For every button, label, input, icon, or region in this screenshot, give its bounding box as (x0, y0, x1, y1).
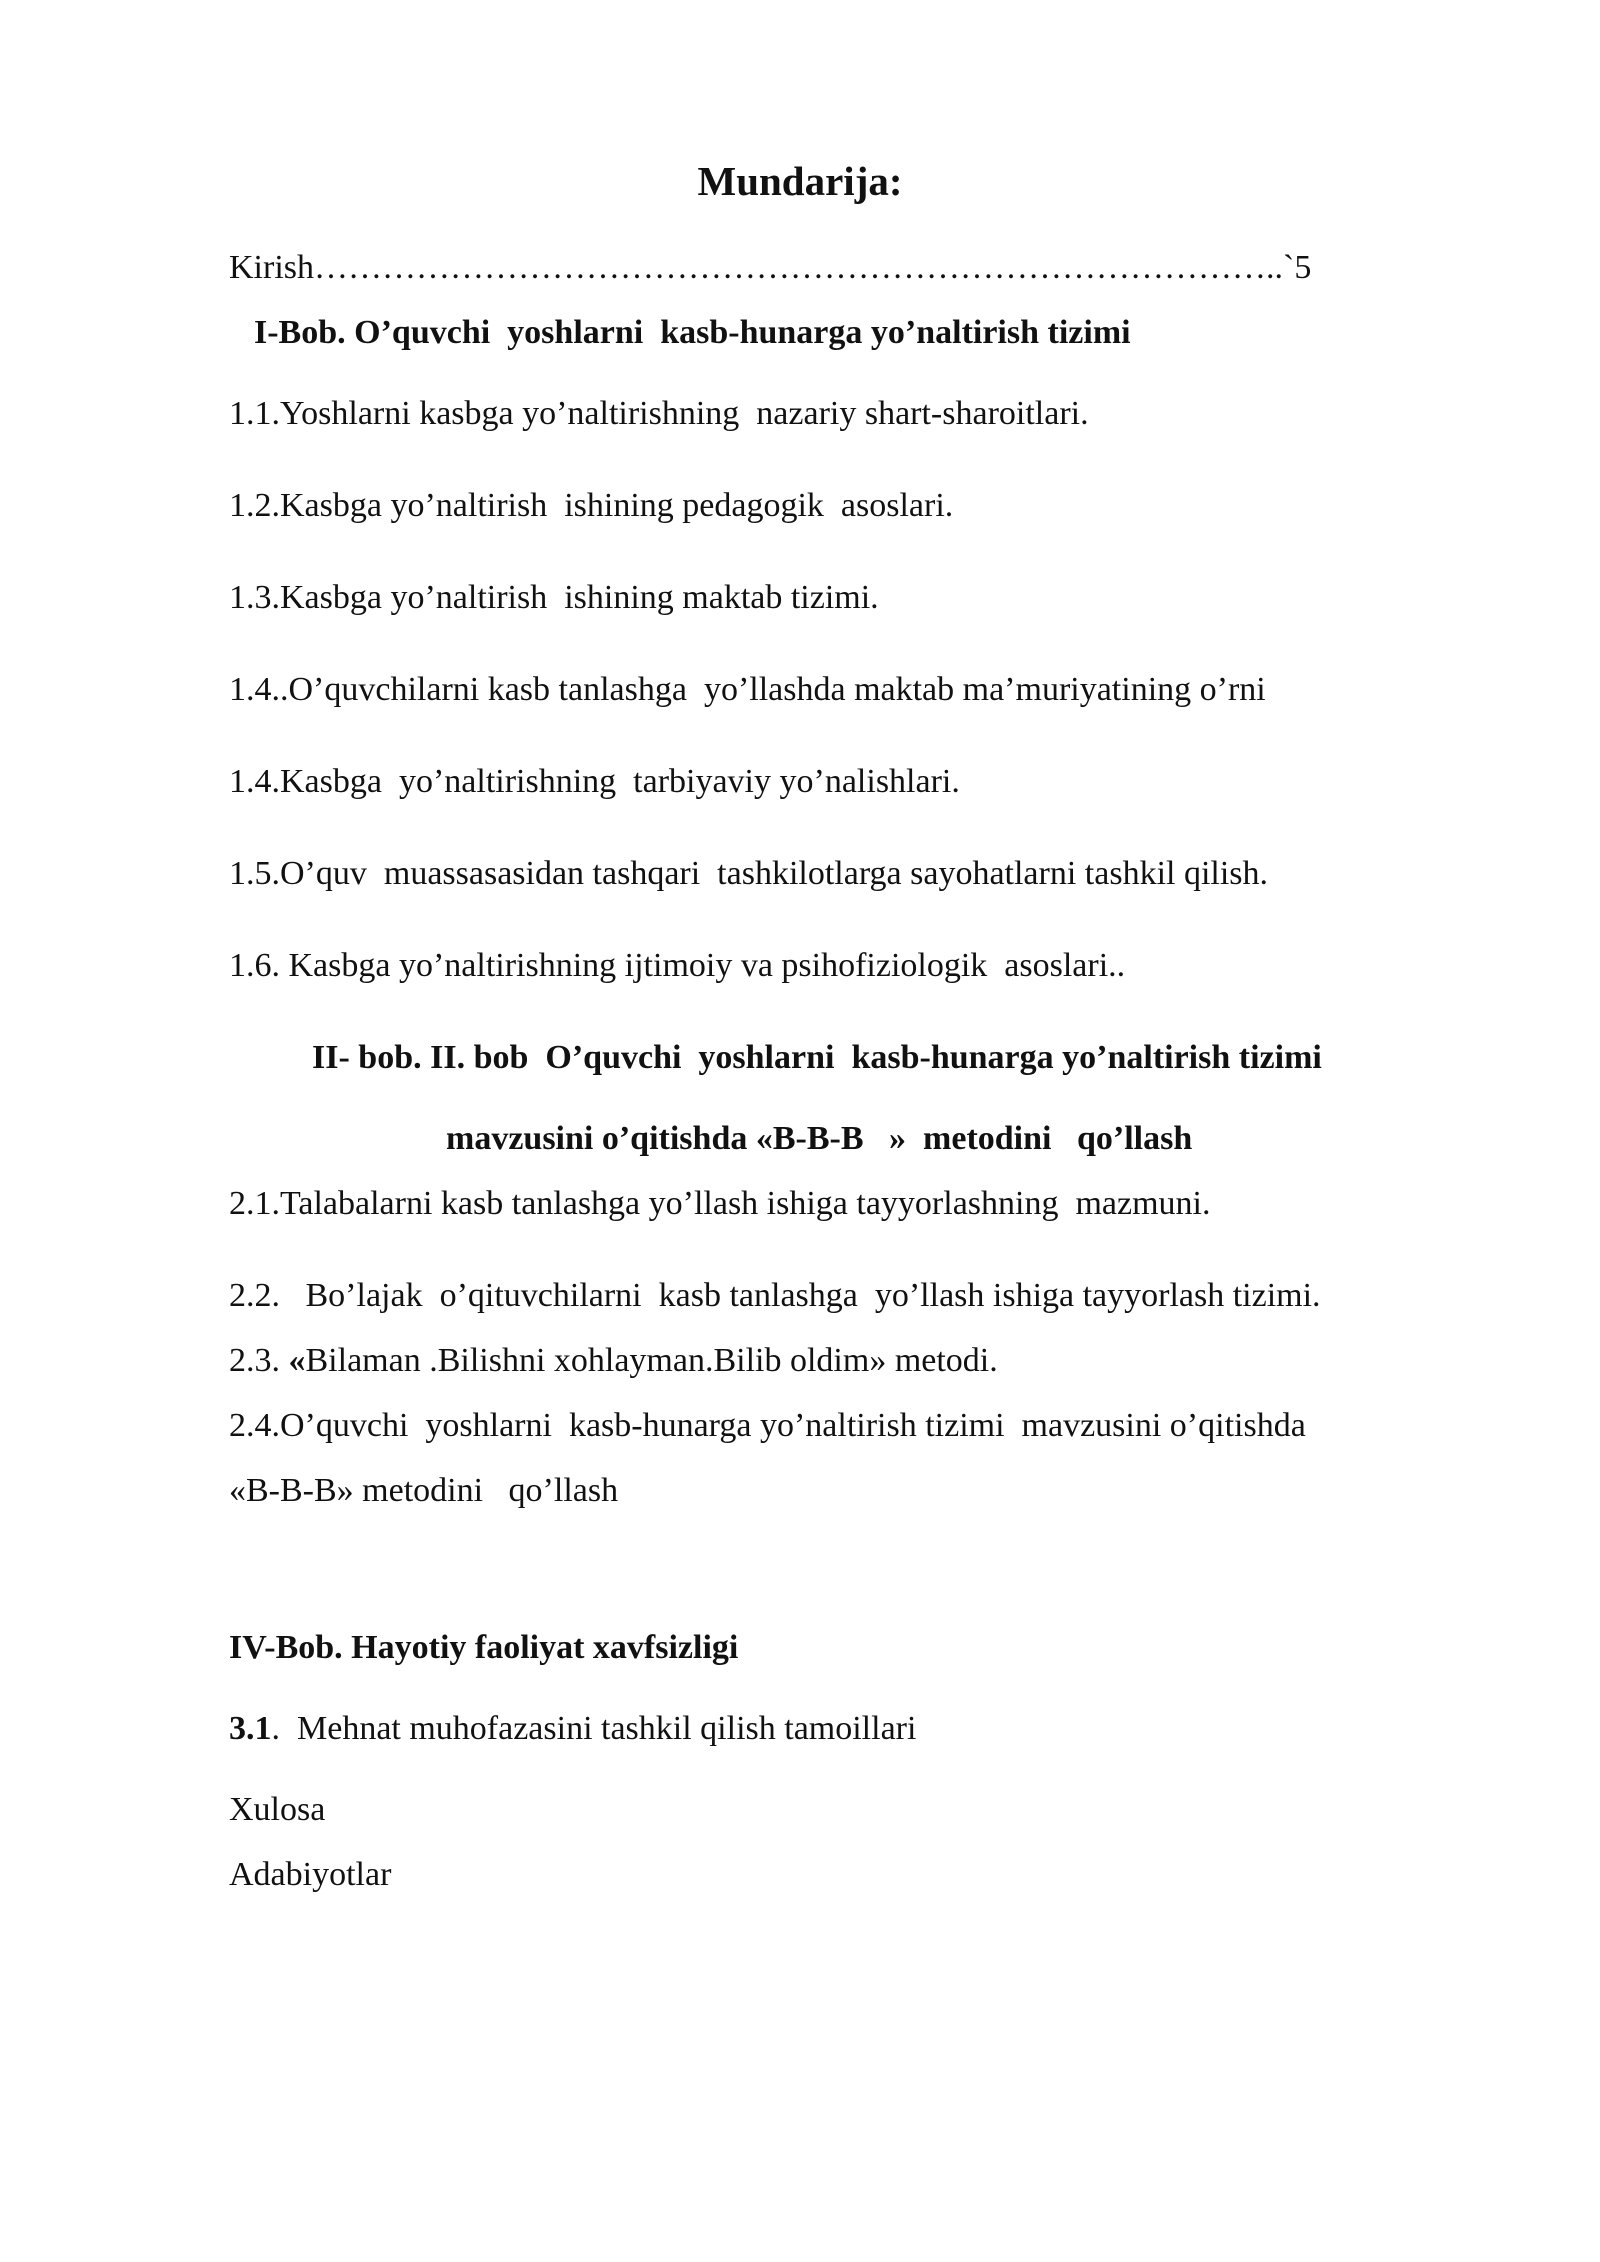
toc-entry-2-4-line2: «B-B-B» metodini qo’llash (229, 1472, 619, 1509)
toc-entry-2-3-number: 2.3. (229, 1342, 289, 1379)
toc-entry-adabiyotlar: Adabiyotlar (229, 1856, 392, 1893)
chapter-2-heading-line1: II- bob. II. bob O’quvchi yoshlarni kasb-hunarga yo’naltirish tizimi (312, 1039, 1322, 1076)
toc-entry-kirish: Kirish…………………………………………………………………………..`5 (229, 249, 1312, 286)
toc-entry-2-3-text: Bilaman .Bilishni xohlayman.Bilib oldim» metodi. (305, 1342, 998, 1379)
toc-entry-2-3-quote: « (288, 1342, 306, 1379)
chapter-1-heading: I-Bob. O’quvchi yoshlarni kasb-hunarga yo’naltirish tizimi (254, 314, 1131, 351)
toc-entry-1-4b: 1.4.Kasbga yo’naltirishning tarbiyaviy yo’nalishlari. (229, 763, 960, 800)
chapter-4-heading: IV-Bob. Hayotiy faoliyat xavfsizligi (229, 1629, 739, 1666)
toc-entry-2-2: 2.2. Bo’lajak o’qituvchilarni kasb tanlashga yo’llash ishiga tayyorlash tizimi. (229, 1277, 1321, 1314)
toc-entry-1-5: 1.5.O’quv muassasasidan tashqari tashkilotlarga sayohatlarni tashkil qilish. (229, 855, 1269, 892)
toc-entry-2-3 (229, 1341, 998, 1381)
chapter-2-heading-line2: mavzusini o’qitishda «B-B-B » metodini qo’llash (446, 1120, 1193, 1157)
toc-entry-2-1: 2.1.Talabalarni kasb tanlashga yo’llash ishiga tayyorlashning mazmuni. (229, 1185, 1211, 1222)
toc-entry-1-1: 1.1.Yoshlarni kasbga yo’naltirishning nazariy shart-sharoitlari. (229, 395, 1089, 432)
toc-entry-3-1-number: 3.1 (229, 1710, 272, 1747)
toc-entry-1-4a: 1.4..O’quvchilarni kasb tanlashga yo’llashda maktab ma’muriyatining o’rni (229, 671, 1266, 708)
toc-entry-3-1 (229, 1709, 916, 1749)
toc-entry-xulosa: Xulosa (229, 1791, 326, 1828)
toc-entry-2-4-line1: 2.4.O’quvchi yoshlarni kasb-hunarga yo’naltirish tizimi mavzusini o’qitishda (229, 1407, 1306, 1444)
toc-entry-3-1-text: . Mehnat muhofazasini tashkil qilish tamoillari (271, 1710, 917, 1747)
toc-entry-1-6: 1.6. Kasbga yo’naltirishning ijtimoiy va psihofiziologik asoslari.. (229, 947, 1126, 984)
page-title: Mundarija: (697, 158, 903, 204)
toc-entry-1-3: 1.3.Kasbga yo’naltirish ishining maktab tizimi. (229, 579, 879, 616)
toc-entry-1-2: 1.2.Kasbga yo’naltirish ishining pedagogik asoslari. (229, 487, 954, 524)
